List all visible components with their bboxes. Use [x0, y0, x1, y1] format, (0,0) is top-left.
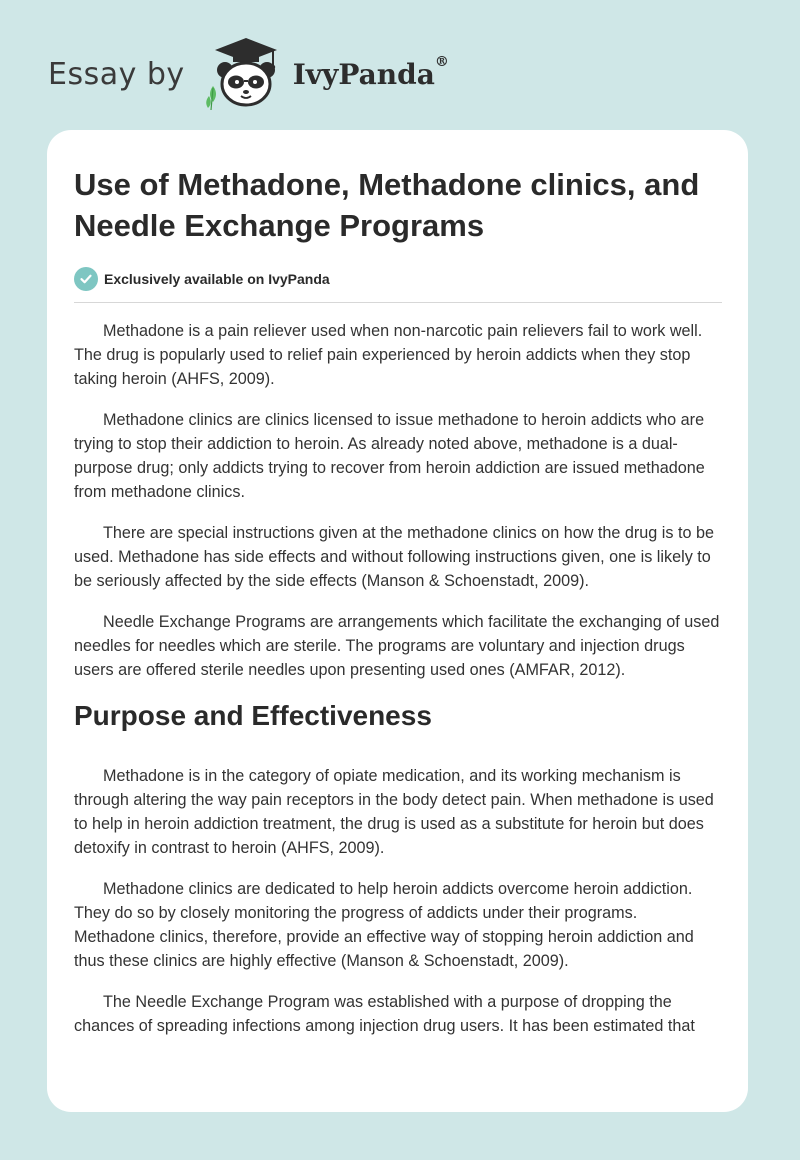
paragraph: There are special instructions given at the methadone clinics on how the drug is to be used. Methadone has side effects and without following instructions given, one is likely to be seriously affected by the side effects (Manson & Schoenstadt, 2009). [74, 524, 714, 590]
check-circle-icon [74, 267, 98, 291]
essay-by-label: Essay by [48, 56, 185, 92]
essay-card [47, 130, 748, 1112]
exclusive-badge-label: Exclusively available on IvyPanda [104, 271, 330, 287]
paragraph: Methadone clinics are dedicated to help heroin addicts overcome heroin addiction. They do so by closely monitoring the progress of addicts under their programs. Methadone clinics, therefore, provide an effective way of stopping heroin addiction and thus these clinics are highly effective (Manson & Schoenstadt, 2009). [74, 880, 694, 970]
registered-mark: ® [434, 53, 449, 70]
panda-logo-icon[interactable] [203, 36, 289, 112]
divider [74, 302, 722, 303]
exclusive-badge [74, 266, 722, 292]
section-heading: Purpose and Effectiveness [74, 700, 432, 731]
paragraph: Methadone is in the category of opiate medication, and its working mechanism is through altering the way pain receptors in the body detect pain. When methadone is used to help in heroin addiction treatment, the drug is used as a substitute for heroin but does detoxify in contrast to heroin (AHFS, 2009). [74, 767, 714, 857]
brand-name[interactable] [292, 53, 449, 91]
paragraph: The Needle Exchange Program was established with a purpose of dropping the chances of spreading infections among injection drug users. It has been estimated that [74, 993, 695, 1035]
paragraph: Methadone is a pain reliever used when non-narcotic pain relievers fail to work well. The drug is popularly used to relief pain experienced by heroin addicts when they stop taking heroin (AHFS, 2009). [74, 322, 703, 388]
paragraph: Methadone clinics are clinics licensed to issue methadone to heroin addicts who are trying to stop their addiction to heroin. As already noted above, methadone is a dual-purpose drug; only addicts trying to recover from heroin addiction are issued methadone from methadone clinics. [74, 411, 705, 501]
site-header [48, 36, 449, 112]
paragraph: Needle Exchange Programs are arrangements which facilitate the exchanging of used needles for needles which are sterile. The programs are voluntary and injection drugs users are offered sterile needles upon presenting used ones (AMFAR, 2012). [74, 613, 720, 679]
essay-title: Use of Methadone, Methadone clinics, and Needle Exchange Programs [74, 167, 700, 243]
brand-text: IvyPanda [292, 57, 435, 91]
